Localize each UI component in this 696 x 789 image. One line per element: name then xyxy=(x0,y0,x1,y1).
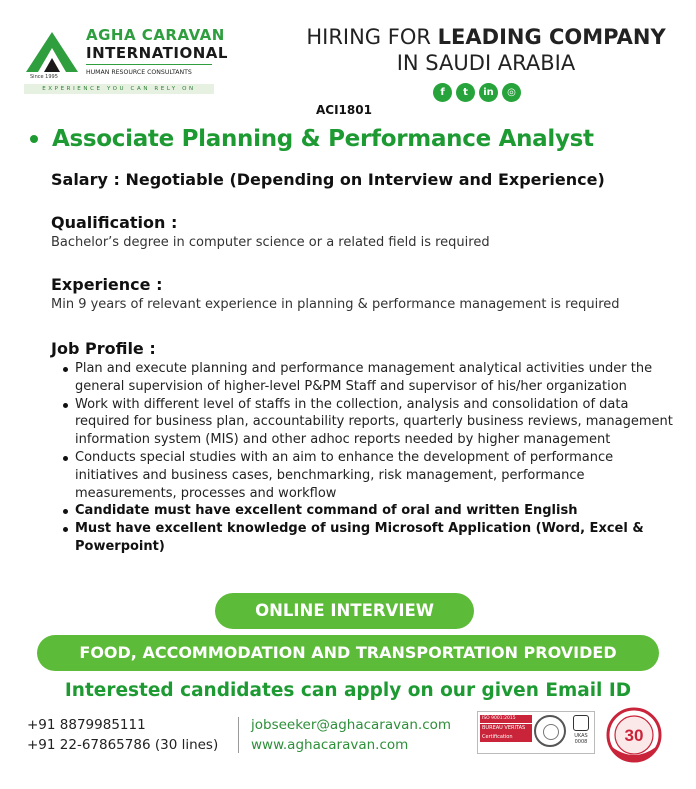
crown-icon xyxy=(573,715,589,731)
ukas-label: UKAS xyxy=(574,733,588,739)
social-links xyxy=(433,83,521,102)
experience-text: Min 9 years of relevant experience in planning & performance management is required xyxy=(51,297,620,312)
company-logo xyxy=(24,24,228,96)
linkedin-icon[interactable]: in xyxy=(479,83,498,102)
salary-line: Salary : Negotiable (Depending on Interview and Experience) xyxy=(51,170,605,189)
bullet-icon xyxy=(30,135,38,143)
job-title-row xyxy=(30,126,594,152)
job-profile-heading: Job Profile : xyxy=(51,339,156,358)
website-link[interactable]: www.aghacaravan.com xyxy=(251,737,409,753)
job-profile-list xyxy=(60,360,680,556)
phone-primary[interactable]: +91 8879985111 xyxy=(27,717,146,733)
phone-secondary[interactable]: +91 22-67865786 (30 lines) xyxy=(27,737,219,753)
online-interview-banner: ONLINE INTERVIEW xyxy=(215,593,474,629)
qualification-text: Bachelor’s degree in computer science or a related field is required xyxy=(51,235,490,250)
instagram-icon[interactable]: ◎ xyxy=(502,83,521,102)
ukas-number: 0008 xyxy=(574,739,588,745)
mountain-logo-icon xyxy=(24,28,80,78)
list-item: Conducts special studies with an aim to enhance the development of performance initiatives and business cases, benchmarking, risk management, performance measurements, processes and workflow xyxy=(60,449,680,502)
bureau-veritas-name: BUREAU VERITAS xyxy=(482,725,526,731)
list-item: Plan and execute planning and performance management analytical activities under the general supervision of higher-level P&PM Staff and supervisor of his/her organization xyxy=(60,360,680,396)
phone-numbers xyxy=(27,715,218,755)
job-title: Associate Planning & Performance Analyst xyxy=(52,126,594,152)
logo-since: Since 1995 xyxy=(30,74,58,80)
bureau-veritas-label xyxy=(480,724,532,742)
logo-divider xyxy=(86,64,212,65)
logo-tagline: EXPERIENCE YOU CAN RELY ON xyxy=(24,84,214,94)
badge-number: 30 xyxy=(624,726,644,745)
bureau-veritas-badge xyxy=(480,715,532,751)
apply-instruction: Interested candidates can apply on our given Email ID xyxy=(64,680,632,701)
email-link[interactable]: jobseeker@aghacaravan.com xyxy=(251,717,452,733)
logo-subtitle: HUMAN RESOURCE CONSULTANTS xyxy=(86,69,192,76)
ukas-badge xyxy=(570,715,592,751)
hiring-heading xyxy=(300,24,672,50)
seal-icon xyxy=(534,715,566,747)
logo-name-line1: AGHA CARAVAN xyxy=(86,26,225,44)
certification-label: Certification xyxy=(482,734,513,740)
list-item: Candidate must have excellent command of oral and written English xyxy=(60,502,680,520)
footer-divider xyxy=(238,717,239,753)
anniversary-badge-icon xyxy=(606,707,662,763)
twitter-icon[interactable]: t xyxy=(456,83,475,102)
benefits-banner: FOOD, ACCOMMODATION AND TRANSPORTATION PROVIDED xyxy=(37,635,659,671)
hiring-prefix: HIRING FOR xyxy=(306,25,431,49)
logo-name-line2: INTERNATIONAL xyxy=(86,44,228,62)
certification-badges xyxy=(477,711,595,754)
qualification-heading: Qualification : xyxy=(51,213,178,232)
online-contacts xyxy=(251,715,451,755)
list-item: Work with different level of staffs in the collection, analysis and consolidation of data required for business plan, accountability reports, quarterly business reviews, management information system (MIS) and other adhoc reports needed by higher management xyxy=(60,396,680,449)
iso-label: ISO 9001:2015 xyxy=(480,715,532,723)
hiring-bold: LEADING COMPANY xyxy=(437,25,666,49)
job-reference: ACI1801 xyxy=(316,103,372,117)
hiring-location: IN SAUDI ARABIA xyxy=(396,51,576,75)
experience-heading: Experience : xyxy=(51,275,163,294)
facebook-icon[interactable]: f xyxy=(433,83,452,102)
list-item: Must have excellent knowledge of using Microsoft Application (Word, Excel & Powerpoint) xyxy=(60,520,680,556)
